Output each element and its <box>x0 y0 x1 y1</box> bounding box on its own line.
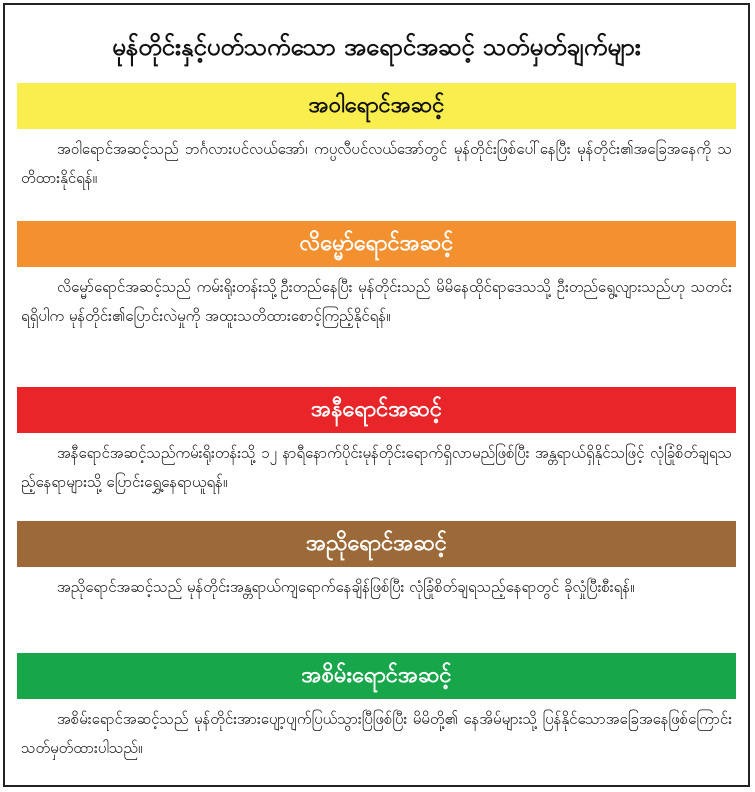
section-red <box>17 387 736 497</box>
section-heading-green: အစိမ်းရောင်အဆင့် <box>17 653 736 699</box>
section-body-orange: လိမ္မော်ရောင်အဆင့်သည် ကမ်းရိုးတန်းသို့ဦးတည်နေပြီး မုန်တိုင်းသည် မိမိနေထိုင်ရာဒေသသို့ ဦးတည်ရွေ့လျားသည်ဟု သတင်းရရှိပါက မုန်တိုင်း၏ပြောင်းလဲမှုကို အထူးသတိထားစောင့်ကြည့်နိုင်ရန်။ <box>21 278 732 325</box>
warning-levels-poster <box>3 3 750 787</box>
section-heading-yellow: အဝါရောင်အဆင့် <box>17 83 736 129</box>
poster-title: မုန်တိုင်းနှင့်ပတ်သက်သော အရောင်အဆင့် သတ်မှတ်ချက်များ <box>112 33 641 61</box>
section-heading-brown: အညိုရောင်အဆင့် <box>17 521 736 567</box>
section-green <box>17 653 736 763</box>
section-body-green: အစိမ်းရောင်အဆင့်သည် မုန်တိုင်းအားပျော့ပျက်ပြယ်သွားပြီဖြစ်ပြီး မိမိတို့၏ နေအိမ်များသို့ ပြန်နိုင်သောအခြေအနေဖြစ်ကြောင်း သတ်မှတ်ထားပါသည်။ <box>21 710 732 757</box>
section-body-brown: အညိုရောင်အဆင့်သည် မုန်တိုင်းအန္တရာယ်ကျရောက်နေချိန်ဖြစ်ပြီး လုံခြုံစိတ်ချရသည့်နေရာတွင် ခိုလှုံပြီးစီးရန်။ <box>57 578 635 596</box>
section-body-yellow: အဝါရောင်အဆင့်သည် ဘင်္ဂလားပင်လယ်အော်၊ ကပ္ပလီပင်လယ်အော်တွင် မုန်တိုင်းဖြစ်ပေါ်နေပြီး မုန်တိုင်း၏အခြေအနေကို သတိထားနိုင်ရန်။ <box>21 140 732 187</box>
section-yellow <box>17 83 736 193</box>
section-heading-orange: လိမ္မော်ရောင်အဆင့် <box>17 221 736 267</box>
section-heading-red: အနီရောင်အဆင့် <box>17 387 736 433</box>
section-brown <box>17 521 736 602</box>
section-body-red: အနီရောင်အဆင့်သည်ကမ်းရိုးတန်းသို့ ၁၂ နာရီနောက်ပိုင်းမုန်တိုင်းရောက်ရှိလာမည်ဖြစ်ပြီး အန္တရာယ်ရှိနိုင်သဖြင့် လုံခြုံစိတ်ချရသည့်နေရာများသို့ ပြောင်းရွှေ့နေရာယူရန်။ <box>21 444 732 491</box>
section-orange <box>17 221 736 331</box>
